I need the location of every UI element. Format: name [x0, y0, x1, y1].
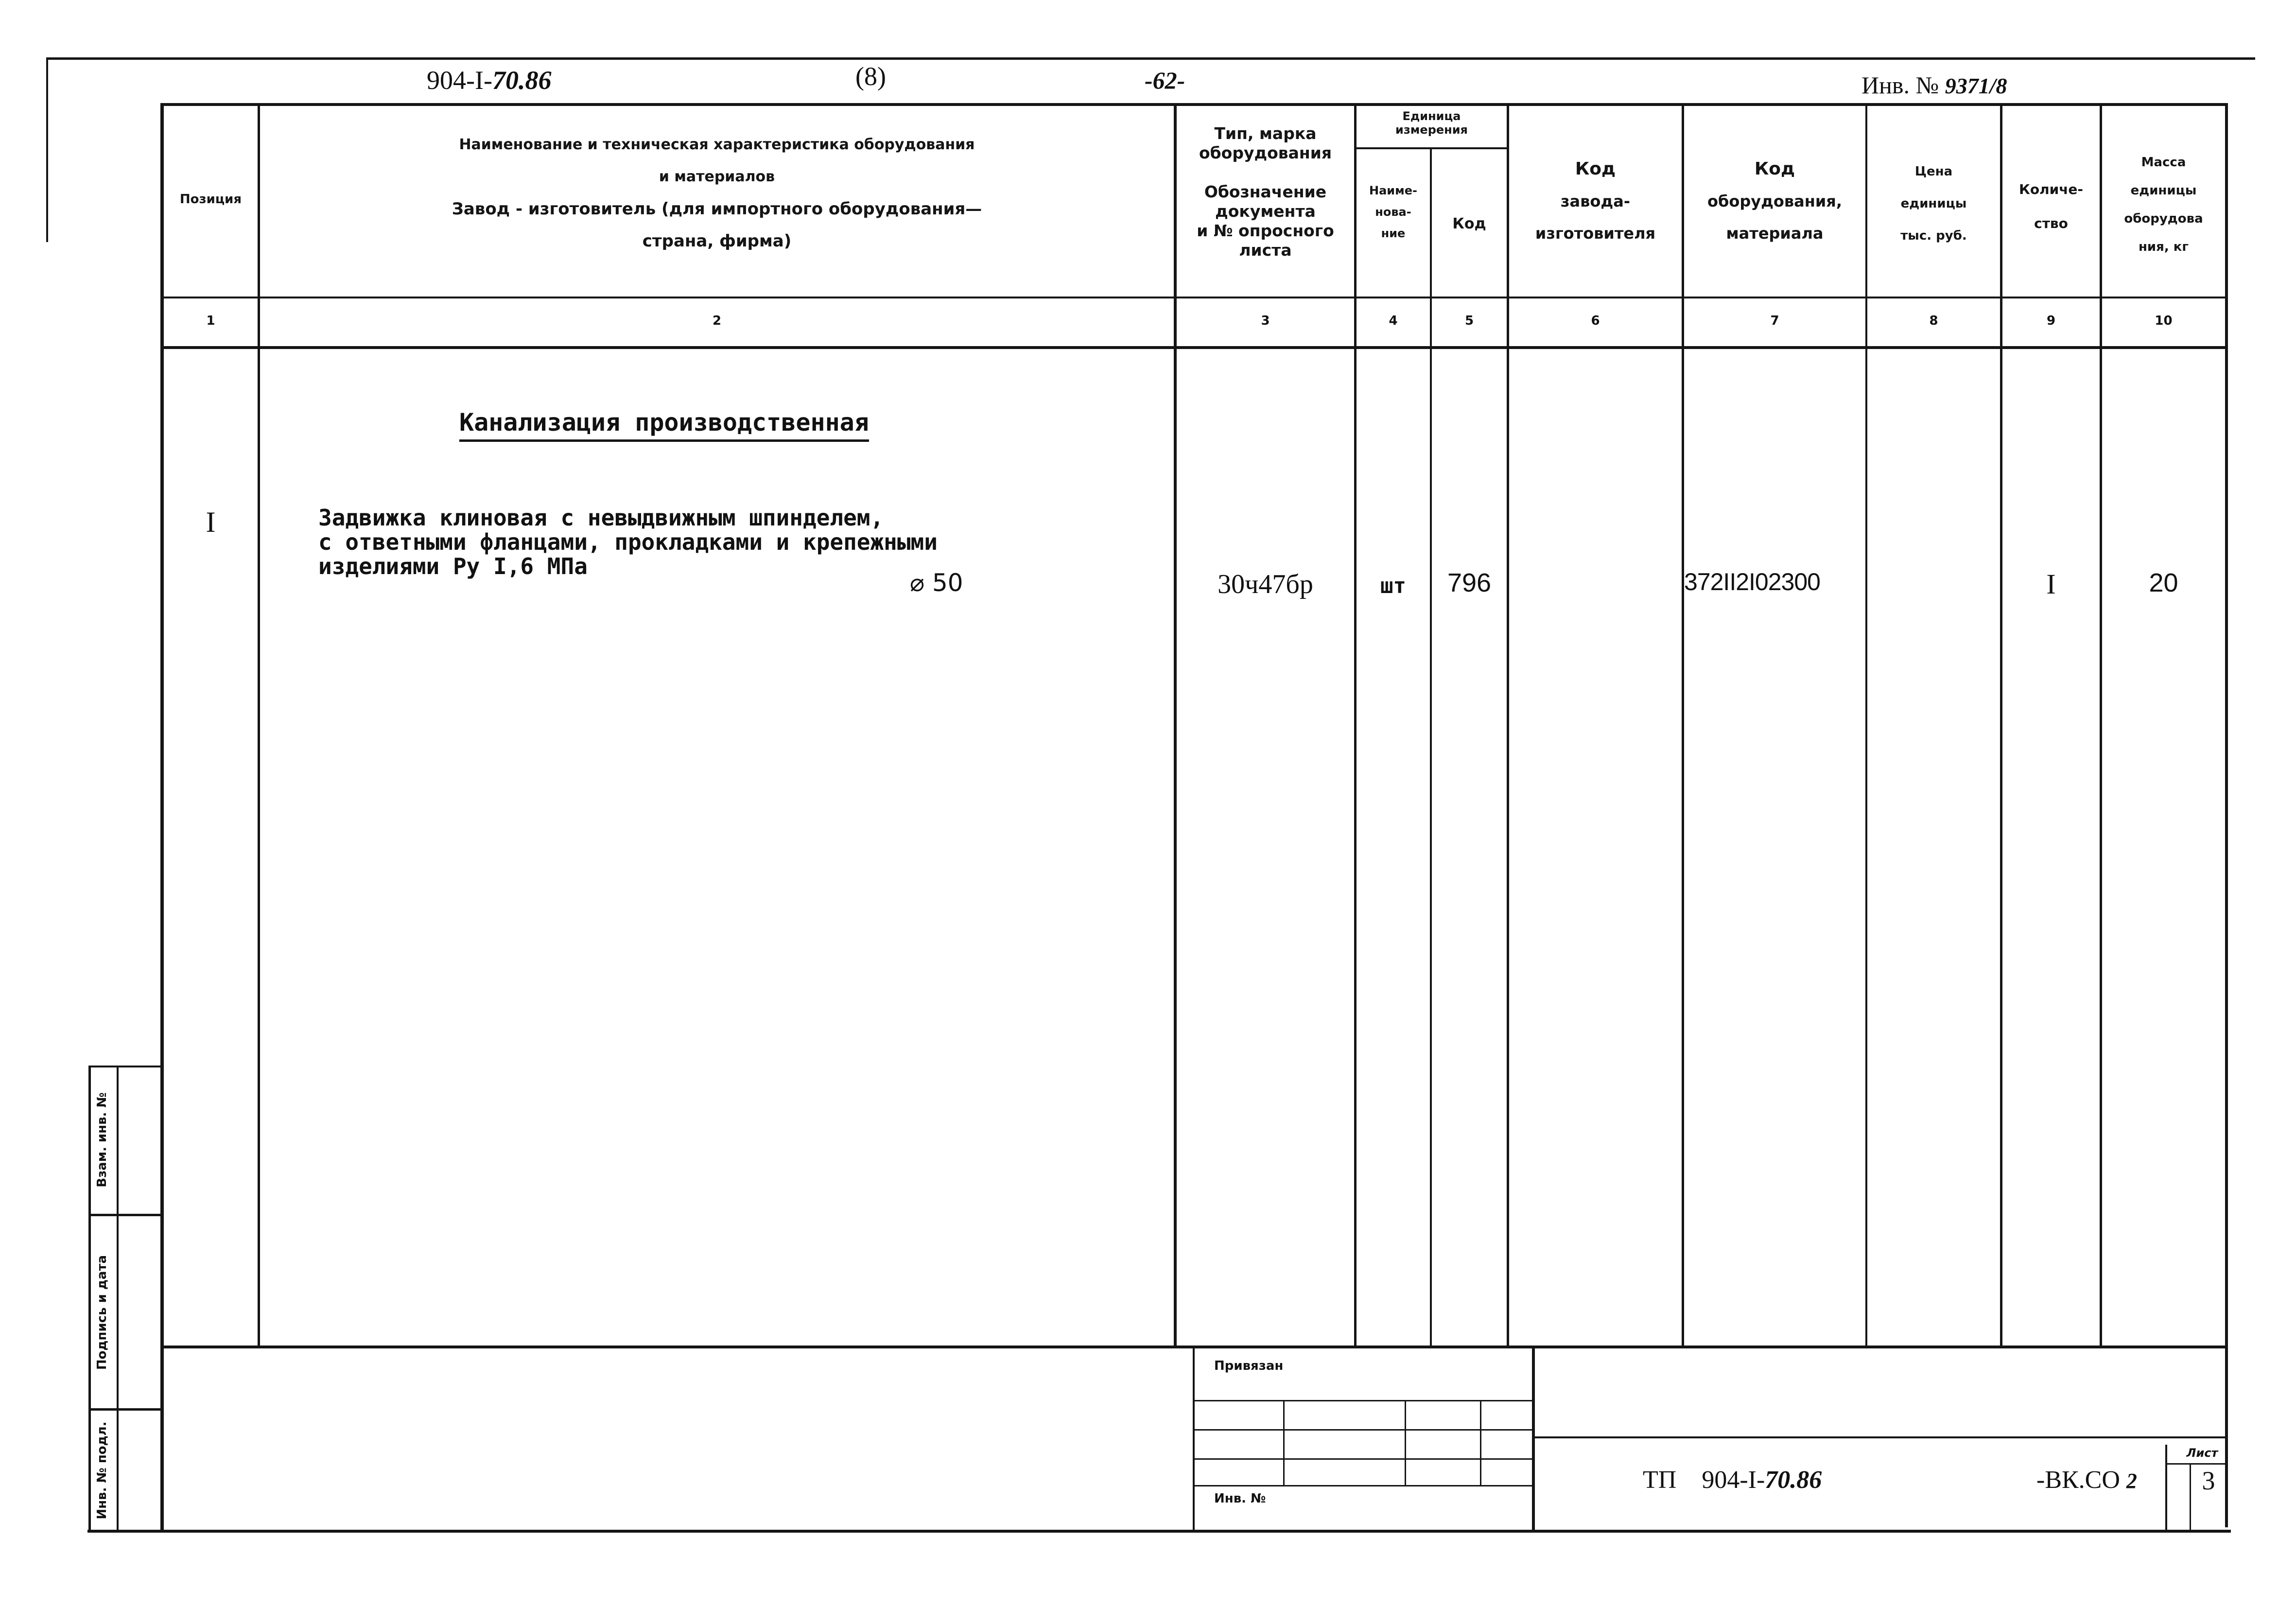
- item-quantity: I: [2046, 568, 2056, 600]
- header-price-line2: единицы: [1900, 196, 1967, 211]
- column-number-4: 4: [1389, 314, 1398, 328]
- table-left-border: [160, 103, 164, 1532]
- header-bottom-line: [160, 297, 2226, 298]
- header-mass-line4: ния, кг: [2138, 240, 2189, 254]
- header-qty-line1: Количе-: [2018, 181, 2084, 197]
- header-type-line4: документа: [1215, 202, 1316, 221]
- stamp-original-inv: Инв. № подл.: [95, 1421, 109, 1520]
- document-code-number: 70.86: [492, 66, 552, 95]
- header-type-line3: Обозначение: [1204, 182, 1327, 201]
- attached-inv-label: Инв. №: [1214, 1491, 1266, 1506]
- column-number-2: 2: [712, 314, 722, 328]
- header-name-line1: Наименование и техническая характеристика оборудования: [459, 136, 975, 153]
- item-unit-mass: 20: [2149, 568, 2178, 597]
- col-sep-6: [1682, 103, 1684, 1347]
- header-unit-group: [1357, 109, 1507, 137]
- attached-grid-v3: [1480, 1400, 1481, 1485]
- header-mfr-line2: завода-: [1560, 192, 1631, 210]
- header-type-line2: оборудования: [1199, 143, 1332, 162]
- stamp-left-border: [88, 1066, 91, 1532]
- item-name: [318, 506, 938, 578]
- outer-left-edge: [46, 57, 48, 242]
- header-unit-code: Код: [1452, 215, 1486, 232]
- title-doc-prefix: ТП: [1643, 1466, 1677, 1494]
- column-number-8: 8: [1929, 314, 1938, 328]
- header-unit-name-line3: ние: [1381, 227, 1406, 240]
- inventory-value: 9371/8: [1945, 73, 2007, 98]
- section-title: Канализация производственная: [459, 408, 869, 442]
- header-name-line4: страна, фирма): [642, 231, 792, 251]
- header-unit-name: [1357, 180, 1430, 244]
- header-unit-line2: измерения: [1395, 123, 1468, 137]
- header-mfr-line3: изготовителя: [1535, 224, 1656, 243]
- item-name-line1: Задвижка клиновая с невыдвижным шпинделем,: [318, 505, 884, 531]
- header-manufacturer-code: [1509, 153, 1682, 249]
- col-sep-7: [1865, 103, 1867, 1347]
- page-number: -62-: [1145, 67, 1185, 94]
- sheet-index: (8): [855, 62, 886, 91]
- title-block-left: [1193, 1347, 1195, 1532]
- title-block-sheet-left: [2165, 1445, 2167, 1531]
- attached-grid-h2: [1195, 1429, 1535, 1431]
- header-qty-line2: ство: [2034, 215, 2068, 231]
- table-right-border: [2225, 103, 2228, 1527]
- col-sep-8: [2000, 103, 2002, 1347]
- col-sep-1: [258, 103, 260, 1347]
- col-sep-4: [1430, 148, 1432, 1347]
- stamp-signature-date: Подпись и дата: [95, 1255, 109, 1370]
- item-type-mark: 30ч47бр: [1218, 569, 1313, 599]
- column-number-10: 10: [2155, 314, 2173, 328]
- header-unit-name-line2: нова-: [1375, 205, 1411, 219]
- header-equip-line3: материала: [1726, 224, 1824, 243]
- item-name-line3: изделиями Ру I,6 МПа: [318, 553, 588, 579]
- header-type-line1: Тип, марка: [1214, 124, 1317, 143]
- header-price-line3: тыс. руб.: [1900, 228, 1967, 243]
- title-doc-suffix-text: -ВК.СО: [2036, 1466, 2120, 1494]
- attached-grid-h4: [1195, 1485, 1535, 1486]
- title-doc-code: [1643, 1466, 1822, 1494]
- numbers-bottom-line: [160, 346, 2226, 349]
- header-position: Позиция: [179, 192, 242, 207]
- attached-grid-h3: [1195, 1458, 1535, 1460]
- header-equipment-code: [1684, 153, 1865, 249]
- header-mass-line3: оборудова: [2124, 211, 2203, 226]
- title-doc-suffix-number: 2: [2126, 1469, 2137, 1493]
- frame-bottom-line: [87, 1530, 2231, 1533]
- item-position: I: [206, 506, 216, 538]
- attached-grid-h1: [1195, 1400, 1535, 1401]
- item-equipment-code: 372II2I02300: [1684, 568, 1820, 595]
- header-mass-line2: единицы: [2130, 183, 2197, 198]
- column-number-9: 9: [2046, 314, 2056, 328]
- item-name-line2: с ответными фланцами, прокладками и крепежными: [318, 529, 938, 555]
- title-block-mid: [1532, 1347, 1535, 1532]
- column-number-1: 1: [206, 314, 215, 328]
- title-doc-code-prefix: 904-I-: [1702, 1466, 1765, 1494]
- attached-grid-v2: [1405, 1400, 1406, 1485]
- stamp-col-divider: [117, 1066, 119, 1532]
- sheet-label: Лист: [2186, 1446, 2218, 1460]
- col-sep-3: [1354, 103, 1357, 1347]
- top-border-line: [46, 57, 2255, 60]
- stamp-replaces-inv: Взам. инв. №: [95, 1092, 109, 1188]
- title-block-sheet-mid: [2165, 1463, 2226, 1465]
- item-diameter: ⌀ 50: [910, 569, 963, 597]
- header-quantity: [2002, 173, 2100, 241]
- header-type-line6: листа: [1239, 241, 1292, 260]
- header-mass-line1: Масса: [2141, 155, 2186, 170]
- header-mfr-line1: Код: [1575, 159, 1616, 179]
- title-doc-code-number: 70.86: [1765, 1466, 1822, 1494]
- title-doc-suffix: [2036, 1466, 2137, 1494]
- attached-grid-v1: [1283, 1400, 1285, 1485]
- header-type-line5: и № опросного: [1197, 221, 1334, 240]
- attached-label: Привязан: [1214, 1359, 1284, 1373]
- document-code: [427, 67, 551, 93]
- sheet-number: 3: [2202, 1466, 2215, 1495]
- title-block-mainline: [1533, 1436, 2226, 1438]
- header-type: [1177, 124, 1354, 260]
- col-sep-2: [1174, 103, 1177, 1347]
- item-unit-code: 796: [1447, 568, 1492, 597]
- col-sep-9: [2100, 103, 2102, 1347]
- header-name-line3: Завод - изготовитель (для импортного оборудования—: [452, 199, 982, 219]
- header-unit-line1: Единица: [1402, 109, 1461, 123]
- unit-group-divider: [1356, 147, 1508, 149]
- item-unit-name: шт: [1380, 574, 1406, 598]
- column-number-6: 6: [1591, 314, 1600, 328]
- inventory-number: [1861, 73, 2007, 97]
- header-name: [260, 129, 1174, 257]
- column-number-5: 5: [1464, 314, 1474, 328]
- stamp-divider-1: [88, 1214, 164, 1216]
- header-unit-mass: [2102, 148, 2225, 261]
- column-number-7: 7: [1770, 314, 1779, 328]
- header-unit-name-line1: Наиме-: [1369, 184, 1417, 197]
- header-equip-line2: оборудования,: [1707, 192, 1842, 210]
- inventory-label: Инв. №: [1861, 71, 1939, 99]
- header-name-line2: и материалов: [659, 168, 775, 185]
- document-code-prefix: 904-I-: [427, 66, 492, 95]
- column-number-3: 3: [1261, 314, 1270, 328]
- table-top-border: [160, 103, 2226, 106]
- header-equip-line1: Код: [1754, 159, 1795, 179]
- header-price-line1: Цена: [1914, 164, 1953, 179]
- col-sep-5: [1507, 103, 1509, 1347]
- header-unit-price: [1867, 156, 2000, 252]
